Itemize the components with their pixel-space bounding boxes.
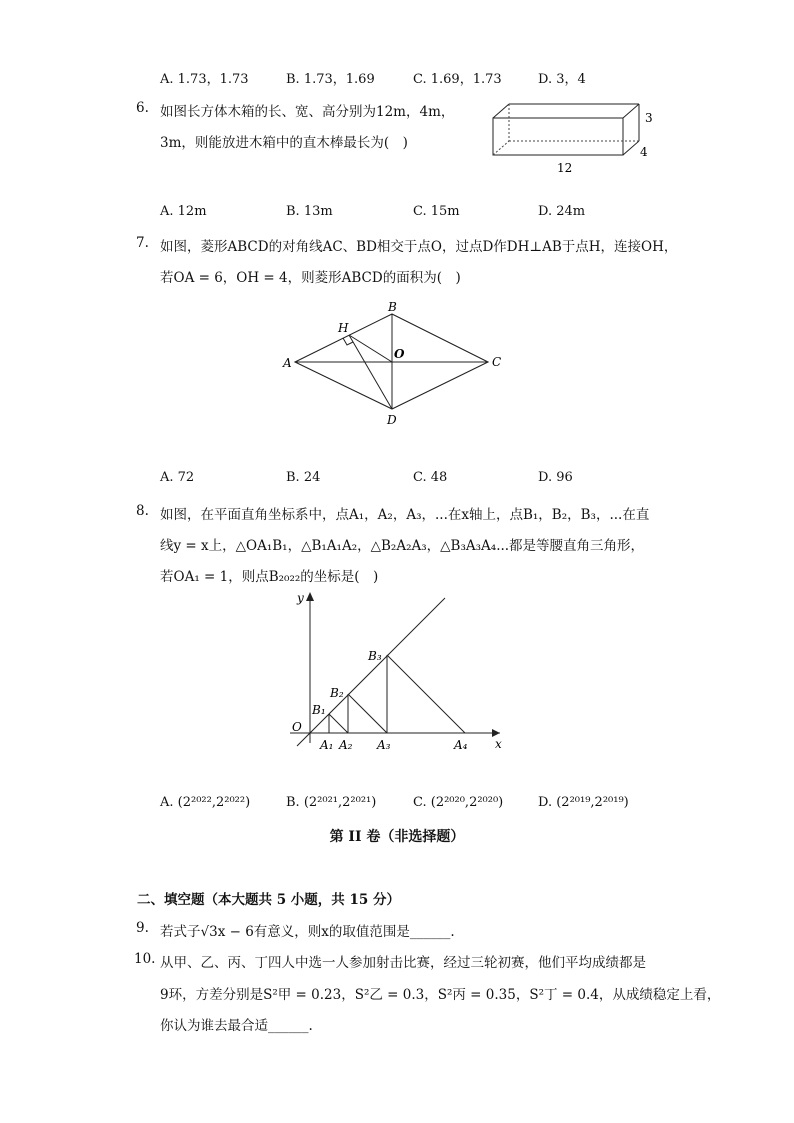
q9-number: 9. xyxy=(136,920,149,936)
q10-text-line1: 从甲、乙、丙、丁四人中选一人参加射击比赛，经过三轮初赛，他们平均成绩都是 xyxy=(160,955,646,971)
q10-text-line2: 9环，方差分别是S²甲 = 0.23，S²乙 = 0.3，S²丙 = 0.35，S²丁 = 0.4，从成绩稳定上看， xyxy=(160,987,721,1003)
q8-label-x: x xyxy=(495,737,502,751)
q6-number: 6. xyxy=(136,100,149,116)
q8-option-c: C. (2²⁰²⁰,2²⁰²⁰) xyxy=(413,795,504,810)
q7-label-h: H xyxy=(338,321,349,335)
q8-label-b1: B₁ xyxy=(312,703,326,717)
q8-label-y: y xyxy=(297,591,304,605)
q8-option-d: D. (2²⁰¹⁹,2²⁰¹⁹) xyxy=(538,795,629,810)
q8-coordinate-figure xyxy=(285,588,510,758)
q6-fig-width: 4 xyxy=(640,145,648,159)
q10-text-line3: 你认为谁去最合适______. xyxy=(160,1018,313,1034)
q7-option-a: A. 72 xyxy=(160,470,195,485)
q8-label-a4: A₄ xyxy=(454,738,468,752)
q8-label-b2: B₂ xyxy=(330,686,344,700)
q6-option-d: D. 24m xyxy=(538,204,586,219)
q8-label-a3: A₃ xyxy=(377,738,391,752)
q7-text-line1: 如图，菱形ABCD的对角线AC、BD相交于点O，过点D作DH⊥AB于点H，连接OH， xyxy=(160,239,678,255)
q8-label-o: O xyxy=(292,720,302,734)
q6-box-figure xyxy=(485,100,665,178)
q7-label-b: B xyxy=(388,300,397,314)
q6-fig-height: 3 xyxy=(645,111,653,125)
section2-heading: 二、填空题（本大题共 5 小题，共 15 分） xyxy=(137,892,400,908)
q7-rhombus-figure xyxy=(280,296,510,431)
q6-text-line2: 3m，则能放进木箱中的直木棒最长为( ) xyxy=(160,135,408,151)
q7-label-o: O xyxy=(394,347,405,361)
q8-text-line3: 若OA₁ = 1，则点B₂₀₂₂的坐标是( ) xyxy=(160,569,379,585)
q7-label-c: C xyxy=(492,355,502,369)
q7-text-line2: 若OA = 6，OH = 4，则菱形ABCD的面积为( ) xyxy=(160,270,461,286)
q5-option-d: D. 3，4 xyxy=(538,72,586,87)
q7-option-c: C. 48 xyxy=(413,470,448,485)
q5-option-b: B. 1.73，1.69 xyxy=(286,72,375,87)
q8-text-line1: 如图，在平面直角坐标系中，点A₁，A₂，A₃，...在x轴上，点B₁，B₂，B₃，...在直 xyxy=(160,507,650,523)
q7-number: 7. xyxy=(136,235,149,251)
q8-text-line2: 线y = x上，△OA₁B₁，△B₁A₁A₂，△B₂A₂A₃，△B₃A₃A₄...都是等腰直角三角形， xyxy=(160,538,645,554)
q6-option-a: A. 12m xyxy=(160,204,207,219)
q5-option-c: C. 1.69，1.73 xyxy=(413,72,502,87)
q7-option-d: D. 96 xyxy=(538,470,573,485)
q8-label-a1: A₁ xyxy=(320,738,334,752)
q6-fig-length: 12 xyxy=(557,161,573,175)
q10-number: 10. xyxy=(134,951,156,967)
q6-text-line1: 如图长方体木箱的长、宽、高分别为12m，4m， xyxy=(160,104,455,120)
q8-number: 8. xyxy=(136,503,149,519)
q6-option-c: C. 15m xyxy=(413,204,460,219)
part2-title: 第 II 卷（非选择题） xyxy=(329,829,465,845)
q7-label-a: A xyxy=(283,356,292,370)
q8-option-b: B. (2²⁰²¹,2²⁰²¹) xyxy=(286,795,377,810)
q9-text: 若式子√3x − 6有意义，则x的取值范围是______. xyxy=(160,924,455,940)
q7-option-b: B. 24 xyxy=(286,470,321,485)
q6-option-b: B. 13m xyxy=(286,204,333,219)
q8-label-a2: A₂ xyxy=(339,738,353,752)
q7-label-d: D xyxy=(387,413,397,427)
q8-label-b3: B₃ xyxy=(368,649,382,663)
q5-option-a: A. 1.73，1.73 xyxy=(160,72,249,87)
q8-option-a: A. (2²⁰²²,2²⁰²²) xyxy=(160,795,251,810)
